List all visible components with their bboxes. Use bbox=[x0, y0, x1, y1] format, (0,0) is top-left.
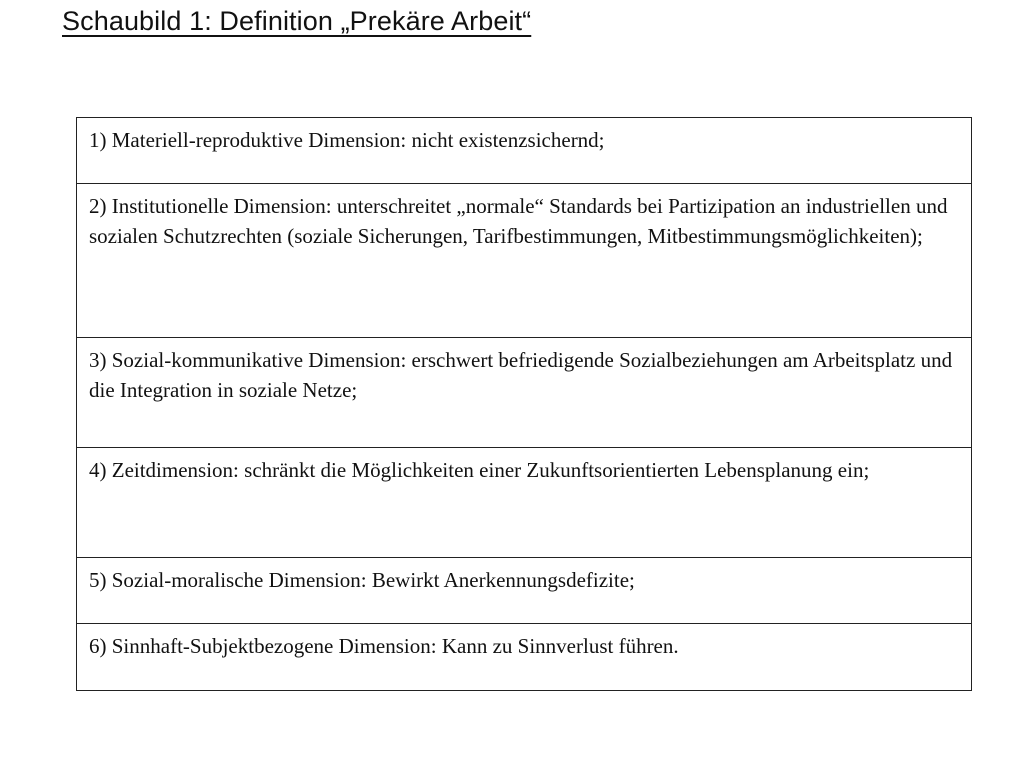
dimensions-table bbox=[76, 117, 972, 691]
dimension-cell-3: 3) Sozial-kommunikative Dimension: erschwert befriedigende Sozialbeziehungen am Arbeitsplatz und die Integration in soziale Netze; bbox=[77, 338, 972, 448]
table-row bbox=[77, 624, 972, 691]
dimension-cell-5: 5) Sozial-moralische Dimension: Bewirkt Anerkennungsdefizite; bbox=[77, 558, 972, 624]
table-row bbox=[77, 558, 972, 624]
dimension-cell-6: 6) Sinnhaft-Subjektbezogene Dimension: Kann zu Sinnverlust führen. bbox=[77, 624, 972, 691]
dimension-cell-4: 4) Zeitdimension: schränkt die Möglichkeiten einer Zukunftsorientierten Lebensplanung ein; bbox=[77, 448, 972, 558]
page-title: Schaubild 1: Definition „Prekäre Arbeit“ bbox=[62, 6, 532, 36]
table-row bbox=[77, 448, 972, 558]
dimension-cell-1: 1) Materiell-reproduktive Dimension: nicht existenzsichernd; bbox=[77, 118, 972, 184]
dimension-cell-2: 2) Institutionelle Dimension: unterschreitet „normale“ Standards bei Partizipation an industriellen und sozialen Schutzrechten (soziale Sicherungen, Tarifbestimmungen, Mitbestimmungsmöglichkeiten); bbox=[77, 184, 972, 338]
table-row bbox=[77, 338, 972, 448]
table-row bbox=[77, 184, 972, 338]
table-row bbox=[77, 118, 972, 184]
